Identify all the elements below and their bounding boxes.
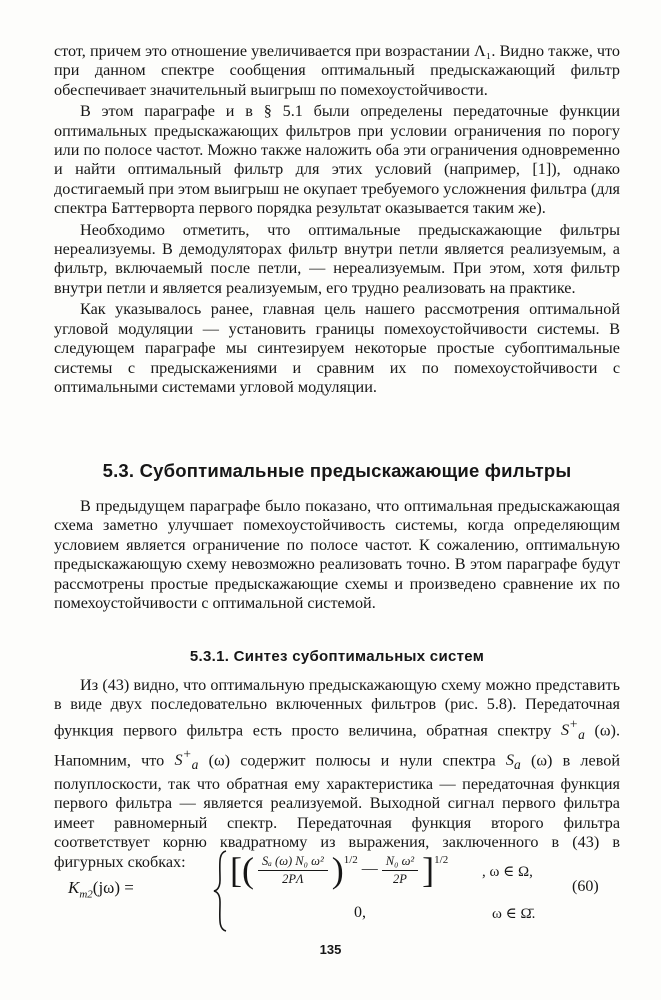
formula-60	[54, 848, 620, 938]
equation-number: (60)	[572, 878, 599, 895]
paragraph-1: стот, причем это отношение увеличивается при возрастании Λ₁. Видно также, что при данном спектре сообщения оптимальный предыскажающий фильтр обеспечивает значительный выигрыш по помехоустойчивости.	[54, 42, 620, 99]
formula-zero-branch: 0,	[354, 904, 366, 921]
spectrum-symbol-3: $S_a$	[505, 751, 521, 773]
section-heading: 5.3. Субоптимальные предыскажающие фильтры	[102, 460, 572, 481]
formula-condition-1: , ω ∈ Ω,	[482, 864, 533, 880]
paragraph-2: В этом параграфе и в § 5.1 были определены передаточные функции оптимальных предыскажающих фильтров при условии ограничения по порогу или по полосе частот. Можно также наложить оба эти ограничения одновременно и найти оптимальный фильтр для этих условий (например, [1]), однако достигаемый при этом выигрыш не окупает требуемого усложнения фильтра (для спектра Баттерворта первого порядка результат оказывается таким же).	[54, 102, 620, 218]
body-text-bottom	[54, 676, 620, 872]
subsection-heading: 5.3.1. Синтез субоптимальных систем	[189, 648, 485, 665]
paragraph-3: Необходимо отметить, что оптимальные предыскажающие фильтры нереализуемы. В демодуляторах фильтр внутри петли является реализуемым, а фильтр, включаемый после петли, — нереализуемым. При этом, хотя фильтр внутри петли и является реализуемым, его трудно реализовать на практике.	[54, 220, 620, 297]
spectrum-symbol-2: $S^+_a$	[174, 746, 199, 773]
spectrum-symbol-1: $S^+_a$	[560, 716, 585, 743]
formula-lhs: $K_{m2}(j\omega)$ =	[68, 878, 134, 901]
body-text-top	[54, 42, 620, 397]
paragraph-4: Как указывалось ранее, главная цель нашего рассмотрения оптимальной угловой модуляции — установить границы помехоустойчивости системы. В следующем параграфе мы синтезируем некоторые простые субоптимальные системы с предыскажениями и сравним их по помехоустойчивости с оптимальными системами угловой модуляции.	[54, 300, 620, 396]
formula-top-branch: [( $\frac{\text{Sₐ (ω) N₀ ω²}}{2P\Lambda}$ )$^{1/2}$ — $\frac{\text{N₀ ω²}}{2P}$ ]$^{1/2}$	[230, 850, 449, 890]
fraction-2: $\frac{\text{N₀ ω²}}{2P}$	[382, 854, 418, 887]
left-brace-icon	[212, 850, 228, 932]
paragraph-6: Из (43) видно, что оптимальную предыскажающую схему можно представить в виде двух последовательно включенных фильтров (рис. 5.8). Передаточная функция первого фильтра есть просто величина, обратная спектру $S^+_a$ (ω). Напомним, что $S^+_a$ (ω) содержит полюсы и нули спектра $S_a$ (ω) в левой полуплоскости, так что обратная ему характеристика — передаточная функция первого фильтра — является реализуемой. Выходной сигнал первого фильтра имеет равномерный спектр. Передаточная функция второго фильтра соответствует корню квадратному из выражения, заключенного в (43) в фигурных скобках:	[54, 676, 620, 871]
paragraph-5: В предыдущем параграфе было показано, что оптимальная предыскажающая схема заметно улучшает помехоустойчивость системы, когда определяющим условием является ограничение по полосе частот. К сожалению, оптимальную предыскажающую схему невозможно реализовать точно. В этом параграфе будут рассмотрены простые предыскажающие схемы и произведено сравнение их по помехоустойчивости с оптимальной системой.	[54, 497, 620, 613]
body-text-middle	[54, 497, 620, 613]
formula-condition-2: ω ∈ Ω̄.	[492, 906, 536, 922]
page-number: 135	[319, 942, 342, 957]
fraction-1: $\frac{\text{Sₐ (ω) N₀ ω²}}{2P\Lambda}$	[258, 854, 328, 887]
